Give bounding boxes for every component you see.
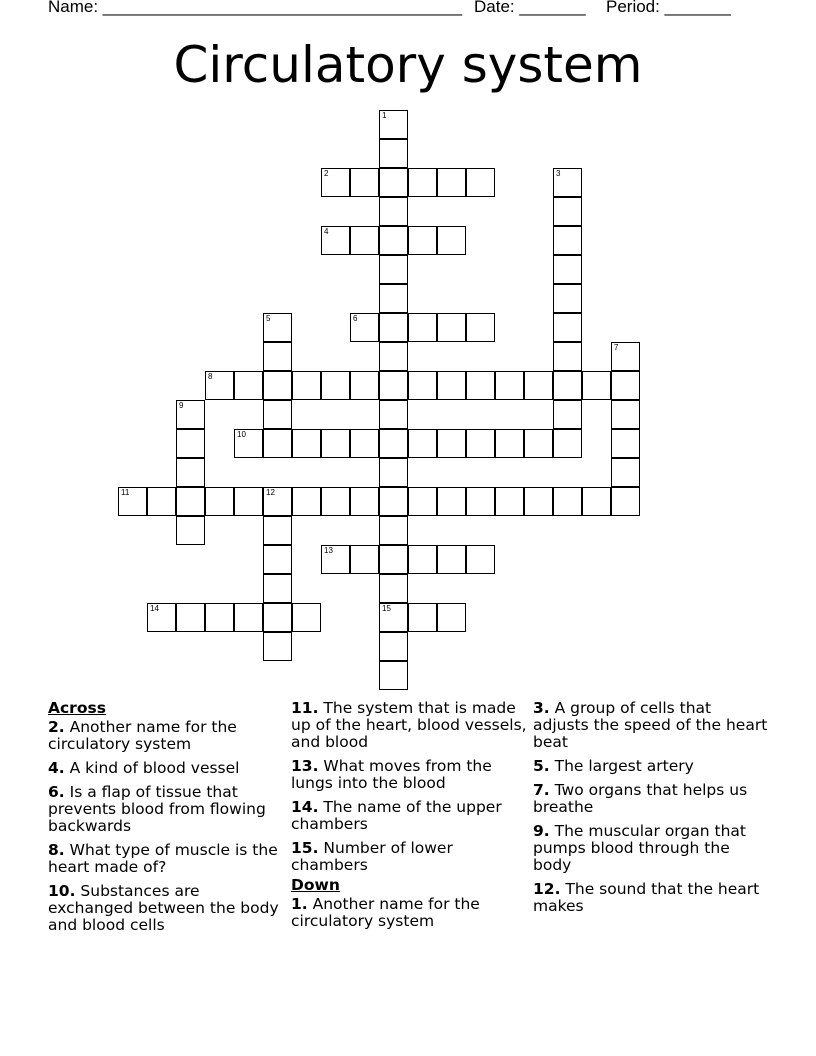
puzzle-title: Circulatory system [173, 36, 643, 94]
clue-number-label: 11 [121, 488, 130, 497]
clue-number-label: 10 [237, 430, 246, 439]
period-field[interactable]: Period: _______ [606, 0, 731, 16]
clue-text: What moves from the lungs into the blood [291, 757, 492, 792]
grid-cell[interactable] [321, 226, 350, 255]
grid-cell[interactable] [379, 574, 408, 603]
clue-down-12 [533, 881, 769, 915]
clue-number: 11. [291, 699, 319, 717]
grid-cell[interactable] [292, 487, 321, 516]
clue-number: 9. [533, 822, 550, 840]
grid-cell[interactable] [379, 429, 408, 458]
grid-cell[interactable] [379, 168, 408, 197]
clue-number: 6. [48, 783, 65, 801]
grid-cell[interactable] [234, 487, 263, 516]
grid-cell[interactable] [408, 603, 437, 632]
clues-column-3 [533, 700, 769, 922]
clue-down-5 [533, 758, 769, 775]
grid-cell[interactable] [205, 603, 234, 632]
grid-cell[interactable] [176, 400, 205, 429]
grid-cell[interactable] [495, 487, 524, 516]
grid-cell[interactable] [379, 284, 408, 313]
grid-cell[interactable] [350, 371, 379, 400]
grid-cell[interactable] [379, 458, 408, 487]
grid-cell[interactable] [350, 429, 379, 458]
grid-cell[interactable] [292, 429, 321, 458]
grid-cell[interactable] [553, 197, 582, 226]
clue-down-3 [533, 700, 769, 751]
grid-cell[interactable] [437, 429, 466, 458]
clue-number: 13. [291, 757, 319, 775]
grid-cell[interactable] [553, 313, 582, 342]
grid-cell[interactable] [524, 371, 553, 400]
grid-cell[interactable] [176, 516, 205, 545]
grid-cell[interactable] [379, 632, 408, 661]
clue-text: The system that is made up of the heart, blood vessels, and blood [291, 699, 527, 751]
clue-number-label: 7 [614, 343, 619, 352]
clue-number-label: 3 [556, 169, 561, 178]
clue-number: 3. [533, 699, 550, 717]
clues-column-1 [48, 700, 284, 941]
grid-cell[interactable] [379, 400, 408, 429]
clues-column-2 [291, 700, 527, 937]
clue-text: What type of muscle is the heart made of? [48, 841, 278, 876]
grid-cell[interactable] [350, 168, 379, 197]
clue-text: Number of lower chambers [291, 839, 453, 874]
grid-cell[interactable] [263, 632, 292, 661]
grid-cell[interactable] [495, 371, 524, 400]
grid-cell[interactable] [408, 429, 437, 458]
grid-cell[interactable] [379, 226, 408, 255]
grid-cell[interactable] [205, 487, 234, 516]
grid-cell[interactable] [379, 255, 408, 284]
grid-cell[interactable] [379, 545, 408, 574]
grid-cell[interactable] [176, 487, 205, 516]
grid-cell[interactable] [437, 313, 466, 342]
grid-cell[interactable] [437, 371, 466, 400]
grid-cell[interactable] [495, 429, 524, 458]
grid-cell[interactable] [466, 313, 495, 342]
grid-cell[interactable] [553, 255, 582, 284]
grid-cell[interactable] [408, 371, 437, 400]
clue-number-label: 13 [324, 546, 333, 555]
grid-cell[interactable] [147, 487, 176, 516]
grid-cell[interactable] [553, 284, 582, 313]
grid-cell[interactable] [524, 429, 553, 458]
grid-cell[interactable] [408, 545, 437, 574]
grid-cell[interactable] [379, 516, 408, 545]
down-heading: Down [291, 876, 340, 894]
grid-cell[interactable] [466, 371, 495, 400]
grid-cell[interactable] [582, 371, 611, 400]
clue-number-label: 15 [382, 604, 391, 613]
grid-cell[interactable] [611, 400, 640, 429]
grid-cell[interactable] [379, 603, 408, 632]
grid-cell[interactable] [611, 342, 640, 371]
grid-cell[interactable] [263, 371, 292, 400]
grid-cell[interactable] [118, 487, 147, 516]
clue-across-8 [48, 842, 284, 876]
clue-text: The name of the upper chambers [291, 798, 502, 833]
grid-cell[interactable] [234, 603, 263, 632]
grid-cell[interactable] [553, 400, 582, 429]
grid-cell[interactable] [292, 371, 321, 400]
clue-across-6 [48, 784, 284, 835]
grid-cell[interactable] [205, 371, 234, 400]
grid-cell[interactable] [524, 487, 553, 516]
date-field[interactable]: Date: _______ [474, 0, 586, 16]
grid-cell[interactable] [379, 371, 408, 400]
across-heading: Across [48, 699, 106, 717]
grid-cell[interactable] [350, 226, 379, 255]
grid-cell[interactable] [553, 429, 582, 458]
grid-cell[interactable] [437, 226, 466, 255]
clue-number: 10. [48, 882, 76, 900]
grid-cell[interactable] [582, 487, 611, 516]
clue-across-14 [291, 799, 527, 833]
clue-number: 5. [533, 757, 550, 775]
grid-cell[interactable] [408, 487, 437, 516]
clue-across-2 [48, 719, 284, 753]
grid-cell[interactable] [263, 313, 292, 342]
grid-cell[interactable] [350, 487, 379, 516]
clue-text: A kind of blood vessel [69, 759, 240, 777]
grid-cell[interactable] [611, 487, 640, 516]
clue-down-1 [291, 896, 527, 930]
clue-across-10 [48, 883, 284, 934]
grid-cell[interactable] [611, 458, 640, 487]
clue-text: The largest artery [554, 757, 694, 775]
grid-cell[interactable] [379, 313, 408, 342]
grid-cell[interactable] [263, 545, 292, 574]
grid-cell[interactable] [176, 458, 205, 487]
clue-text: Another name for the circulatory system [291, 895, 480, 930]
clue-number-label: 8 [208, 372, 213, 381]
clue-number-label: 9 [179, 401, 184, 410]
grid-cell[interactable] [379, 139, 408, 168]
clue-number-label: 1 [382, 111, 387, 120]
grid-cell[interactable] [321, 487, 350, 516]
grid-cell[interactable] [379, 661, 408, 690]
clue-text: The muscular organ that pumps blood through the body [533, 822, 746, 874]
grid-cell[interactable] [263, 400, 292, 429]
grid-cell[interactable] [553, 371, 582, 400]
grid-cell[interactable] [553, 487, 582, 516]
grid-cell[interactable] [553, 342, 582, 371]
grid-cell[interactable] [234, 371, 263, 400]
clue-across-11 [291, 700, 527, 751]
grid-cell[interactable] [437, 545, 466, 574]
clue-text: Another name for the circulatory system [48, 718, 237, 753]
grid-cell[interactable] [437, 487, 466, 516]
grid-cell[interactable] [408, 168, 437, 197]
clue-number: 2. [48, 718, 65, 736]
grid-cell[interactable] [263, 487, 292, 516]
grid-cell[interactable] [292, 603, 321, 632]
grid-cell[interactable] [408, 226, 437, 255]
clue-text: Substances are exchanged between the body and blood cells [48, 882, 279, 934]
grid-cell[interactable] [234, 429, 263, 458]
clue-down-9 [533, 823, 769, 874]
clue-number: 15. [291, 839, 319, 857]
grid-cell[interactable] [263, 342, 292, 371]
grid-cell[interactable] [611, 429, 640, 458]
grid-cell[interactable] [321, 545, 350, 574]
clue-text: The sound that the heart makes [533, 880, 760, 915]
clue-text: Two organs that helps us breathe [533, 781, 748, 816]
clue-across-13 [291, 758, 527, 792]
clue-number-label: 12 [266, 488, 275, 497]
grid-cell[interactable] [553, 168, 582, 197]
grid-cell[interactable] [408, 313, 437, 342]
grid-cell[interactable] [379, 197, 408, 226]
grid-cell[interactable] [263, 603, 292, 632]
grid-cell[interactable] [176, 603, 205, 632]
clue-number-label: 4 [324, 227, 329, 236]
clue-number: 4. [48, 759, 65, 777]
grid-cell[interactable] [321, 371, 350, 400]
grid-cell[interactable] [321, 429, 350, 458]
grid-cell[interactable] [466, 429, 495, 458]
clue-number-label: 14 [150, 604, 159, 613]
grid-cell[interactable] [437, 603, 466, 632]
grid-cell[interactable] [321, 168, 350, 197]
grid-cell[interactable] [466, 487, 495, 516]
grid-cell[interactable] [611, 371, 640, 400]
grid-cell[interactable] [466, 168, 495, 197]
clue-number-label: 5 [266, 314, 271, 323]
grid-cell[interactable] [147, 603, 176, 632]
clue-number: 14. [291, 798, 319, 816]
clue-number: 7. [533, 781, 550, 799]
clue-across-4 [48, 760, 284, 777]
clue-across-15 [291, 840, 527, 874]
grid-cell[interactable] [379, 110, 408, 139]
grid-cell[interactable] [379, 487, 408, 516]
name-field[interactable]: Name: ______________________________________ [48, 0, 463, 16]
grid-cell[interactable] [350, 545, 379, 574]
clue-number: 1. [291, 895, 308, 913]
clue-text: Is a flap of tissue that prevents blood from flowing backwards [48, 783, 266, 835]
grid-cell[interactable] [379, 342, 408, 371]
grid-cell[interactable] [553, 226, 582, 255]
grid-cell[interactable] [263, 574, 292, 603]
clue-text: A group of cells that adjusts the speed of the heart beat [533, 699, 768, 751]
grid-cell[interactable] [466, 545, 495, 574]
clue-number-label: 2 [324, 169, 329, 178]
clue-number: 12. [533, 880, 561, 898]
grid-cell[interactable] [263, 429, 292, 458]
clue-number: 8. [48, 841, 65, 859]
clue-number-label: 6 [353, 314, 358, 323]
grid-cell[interactable] [176, 429, 205, 458]
grid-cell[interactable] [350, 313, 379, 342]
clue-down-7 [533, 782, 769, 816]
grid-cell[interactable] [437, 168, 466, 197]
grid-cell[interactable] [263, 516, 292, 545]
